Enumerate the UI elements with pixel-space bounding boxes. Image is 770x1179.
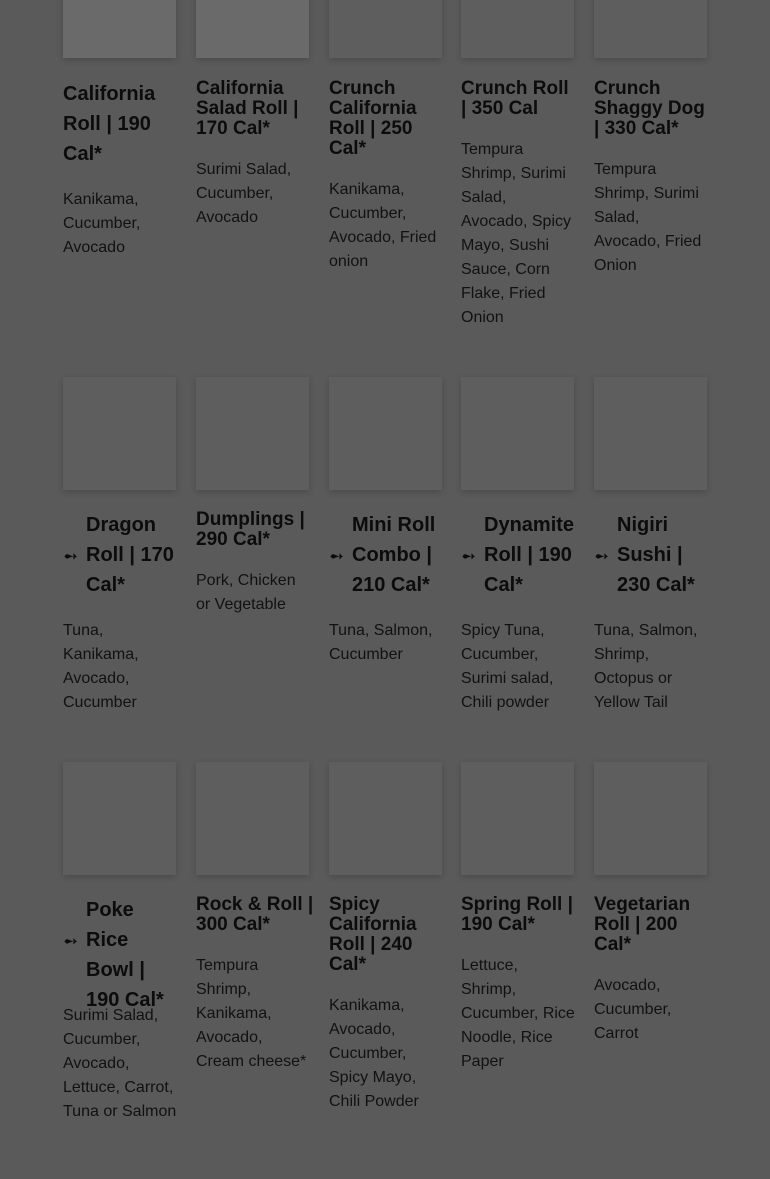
item-title: Dynamite Roll | 190 Cal*: [484, 514, 575, 596]
item-description: Kanikama, Cucumber, Avocado: [63, 191, 141, 256]
item-description: Tempura Shrimp, Kanikama, Avocado, Cream cheese*: [196, 957, 307, 1070]
item-description: Avocado, Cucumber, Carrot: [594, 977, 672, 1042]
item-description: Tempura Shrimp, Surimi Salad, Avocado, Fried Onion: [594, 161, 702, 274]
fish-icon: ➻: [63, 546, 79, 566]
item-description: Tuna, Kanikama, Avocado, Cucumber: [63, 622, 139, 711]
item-title: California Salad Roll | 170 Cal*: [196, 78, 299, 139]
item-description: Kanikama, Avocado, Cucumber, Spicy Mayo, Chili Powder: [329, 997, 419, 1110]
item-title: Spring Roll | 190 Cal*: [461, 894, 573, 935]
item-description: Kanikama, Cucumber, Avocado, Fried onion: [329, 181, 437, 270]
item-image[interactable]: [461, 0, 574, 58]
item-title: California Roll | 190 Cal*: [63, 83, 156, 165]
item-title: Crunch Shaggy Dog | 330 Cal*: [594, 78, 705, 139]
item-image[interactable]: [329, 762, 442, 875]
item-description: Pork, Chicken or Vegetable: [196, 572, 296, 613]
item-image[interactable]: [63, 0, 176, 58]
item-description: Tuna, Salmon, Cucumber: [329, 622, 433, 663]
item-title: Vegetarian Roll | 200 Cal*: [594, 894, 691, 955]
item-image[interactable]: [196, 0, 309, 58]
item-title: Nigiri Sushi | 230 Cal*: [617, 514, 695, 596]
item-image[interactable]: [196, 762, 309, 875]
item-image[interactable]: [196, 377, 309, 490]
item-title: Spicy California Roll | 240 Cal*: [329, 894, 417, 975]
fish-icon: ➻: [329, 546, 345, 566]
item-image[interactable]: [329, 0, 442, 58]
fish-icon: ➻: [461, 546, 477, 566]
item-title: Poke Rice Bowl | 190 Cal*: [86, 899, 164, 1011]
item-image[interactable]: [594, 377, 707, 490]
item-description: Surimi Salad, Cucumber, Avocado, Lettuce, Carrot, Tuna or Salmon: [63, 1007, 177, 1120]
item-description: Surimi Salad, Cucumber, Avocado: [196, 161, 292, 226]
item-image[interactable]: [63, 377, 176, 490]
item-description: Spicy Tuna, Cucumber, Surimi salad, Chili powder: [461, 622, 554, 711]
item-title: Crunch Roll | 350 Cal: [461, 78, 569, 119]
item-image[interactable]: [461, 377, 574, 490]
item-image[interactable]: [461, 762, 574, 875]
fish-icon: ➻: [63, 931, 79, 951]
item-image[interactable]: [594, 0, 707, 58]
fish-icon: ➻: [594, 546, 610, 566]
item-description: Tempura Shrimp, Surimi Salad, Avocado, Spicy Mayo, Sushi Sauce, Corn Flake, Fried Onion: [461, 141, 571, 326]
item-description: Lettuce, Shrimp, Cucumber, Rice Noodle, Rice Paper: [461, 957, 575, 1070]
item-title: Dragon Roll | 170 Cal*: [86, 514, 174, 596]
item-title: Rock & Roll | 300 Cal*: [196, 894, 314, 935]
item-title: Crunch California Roll | 250 Cal*: [329, 78, 417, 159]
item-image[interactable]: [594, 762, 707, 875]
item-image[interactable]: [63, 762, 176, 875]
item-title: Mini Roll Combo | 210 Cal*: [352, 514, 436, 596]
item-title: Dumplings | 290 Cal*: [196, 509, 305, 550]
item-description: Tuna, Salmon, Shrimp, Octopus or Yellow Tail: [594, 622, 698, 711]
item-image[interactable]: [329, 377, 442, 490]
